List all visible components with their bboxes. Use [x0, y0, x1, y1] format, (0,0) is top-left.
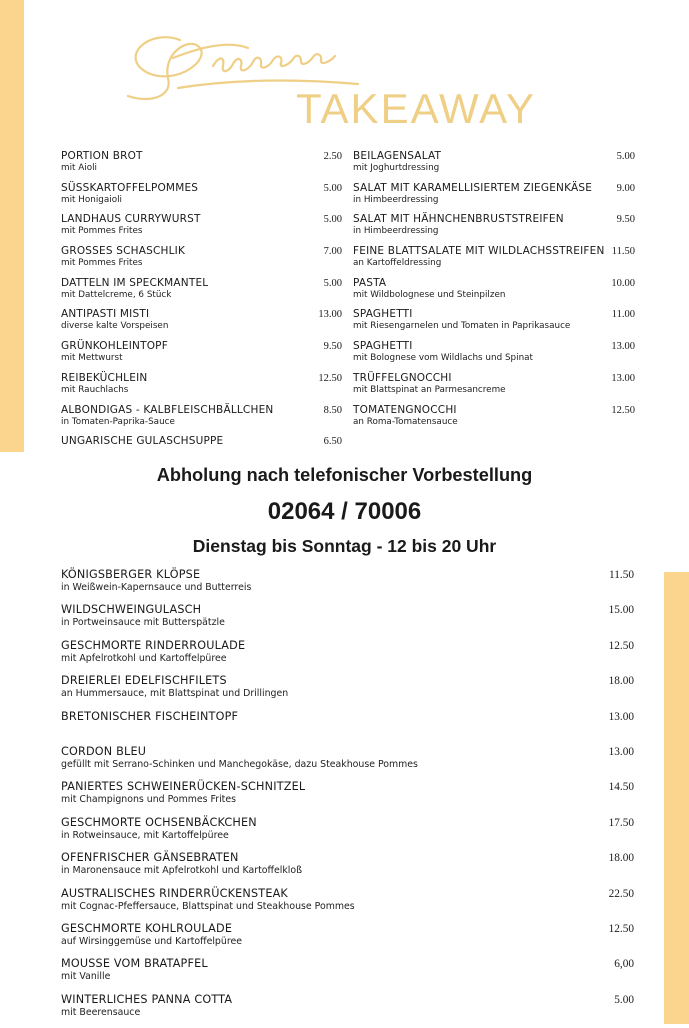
menu-item-price: 5.00 [323, 277, 342, 289]
menu-item [61, 887, 634, 922]
menu-item-description: mit Joghurtdressing [353, 163, 440, 173]
menu-item-name: ANTIPASTI MISTI [61, 308, 150, 321]
menu-item-price: 12.50 [611, 404, 635, 416]
menu-item-price: 12.50 [608, 922, 634, 935]
menu-item-price: 2.50 [323, 151, 342, 162]
menu-item-price: 5.00 [323, 182, 342, 194]
menu-item-name: LANDHAUS CURRYWURST [61, 213, 201, 226]
menu-item-price: 14.50 [608, 781, 634, 794]
menu-item [61, 710, 634, 745]
menu-item-price: 5.00 [323, 214, 342, 226]
menu-item-description: mit Beerensauce [61, 1006, 141, 1018]
menu-item-price: 5.00 [614, 993, 634, 1006]
menu-item-name: TOMATENGNOCCHI [353, 403, 457, 416]
menu-item-name: SALAT MIT KARAMELLISIERTEM ZIEGENKÄSE [353, 181, 593, 194]
menu-item-description: mit Wildbolognese und Steinpilzen [353, 289, 506, 300]
menu-item-price: 9.50 [616, 214, 635, 226]
menu-item-description: mit Apfelrotkohl und Kartoffelpüree [61, 652, 227, 664]
pickup-notice: Abholung nach telefonischer Vorbestellung [156, 465, 533, 485]
logo [118, 18, 568, 132]
menu-item-name: SALAT MIT HÄHNCHENBRUSTSTREIFEN [353, 213, 564, 226]
menu-item-name: BRETONISCHER FISCHEINTOPF [61, 709, 239, 723]
menu-item-name: AUSTRALISCHES RINDERRÜCKENSTEAK [61, 886, 288, 900]
menu-item-price: 9.50 [323, 341, 342, 353]
menu-item-name: TRÜFFELGNOCCHI [353, 371, 452, 384]
accent-stripe-left [0, 0, 24, 452]
menu-item [61, 308, 342, 340]
menu-item-name: UNGARISCHE GULASCHSUPPE [61, 435, 224, 448]
menu-item-description: an Kartoffeldressing [353, 258, 442, 269]
menu-item-description: gefüllt mit Serrano-Schinken und Manchegokäse, dazu Steakhouse Pommes [61, 758, 418, 770]
menu-item-name: MOUSSE VOM BRATAPFEL [61, 957, 208, 971]
menu-item [61, 745, 634, 780]
menu-item-description: in Portweinsauce mit Butterspätzle [61, 617, 225, 629]
menu-item [61, 277, 342, 309]
menu-item-name: GRÜNKOHLEINTOPF [61, 340, 168, 353]
menu-item-price: 22.50 [608, 887, 634, 900]
menu-item-name: WINTERLICHES PANNA COTTA [61, 992, 233, 1006]
menu-item [353, 404, 635, 436]
menu-item-name: FEINE BLATTSALATE MIT WILDLACHSSTREIFEN [353, 245, 605, 258]
menu-item [61, 245, 342, 277]
menu-item-name: KÖNIGSBERGER KLÖPSE [61, 568, 201, 581]
menu-item-name: PORTION BROT [61, 150, 143, 162]
menu-item-description: an Roma-Tomatensauce [353, 416, 458, 427]
menu-item-price: 13.00 [318, 309, 342, 321]
menu-item [61, 603, 634, 638]
phone-number: 02064 / 70006 [267, 498, 422, 525]
menu-item-name: SÜSSKARTOFFELPOMMES [61, 181, 199, 194]
menu-item-name: WILDSCHWEINGULASCH [61, 603, 202, 617]
menu-item-description: in Tomaten-Paprika-Sauce [61, 416, 175, 427]
menu-item-price: 6.50 [323, 436, 342, 448]
opening-hours: Dienstag bis Sonntag - 12 bis 20 Uhr [192, 536, 497, 556]
menu-item-price: 15.00 [608, 604, 634, 617]
menu-item [61, 993, 634, 1028]
menu-item-description: in Himbeerdressing [353, 194, 439, 205]
menu-item-price: 11.00 [611, 309, 635, 321]
menu-item-description: auf Wirsinggemüse und Kartoffelpüree [61, 935, 243, 947]
menu-item-name: SPAGHETTI [353, 340, 413, 353]
menu-item-price: 10.00 [611, 277, 635, 289]
menu-item [61, 182, 342, 214]
menu-item [61, 674, 634, 709]
menu-item-description: mit Riesengarnelen und Tomaten in Paprikasauce [353, 321, 571, 332]
menu-item-price: 11.50 [609, 569, 634, 581]
menu-item-name: SPAGHETTI [353, 308, 413, 321]
menu-item-price: 13.00 [611, 341, 635, 353]
menu-item-name: GESCHMORTE RINDERROULADE [61, 638, 246, 652]
menu-item [61, 150, 342, 182]
menu-item [353, 213, 635, 245]
menu-item-description: mit Dattelcreme, 6 Stück [61, 289, 172, 300]
menu-item-description: mit Mettwurst [61, 353, 123, 364]
menu-item [61, 851, 634, 886]
menu-item-description: in Rotweinsauce, mit Kartoffelpüree [61, 829, 229, 841]
menu-column-right [353, 150, 635, 435]
menu-item-description: mit Vanille [61, 971, 111, 983]
menu-item-description: mit Honigaioli [61, 194, 122, 205]
menu-item [61, 639, 634, 674]
menu-item-name: OFENFRISCHER GÄNSEBRATEN [61, 851, 239, 865]
menu-item-name: ALBONDIGAS - KALBFLEISCHBÄLLCHEN [61, 403, 274, 416]
menu-item-description: mit Pommes Frites [61, 258, 143, 269]
menu-item [353, 245, 635, 277]
menu-item-price: 12.50 [318, 372, 342, 384]
menu-item [61, 340, 342, 372]
menu-item-name: BEILAGENSALAT [353, 150, 442, 162]
menu-item [61, 780, 634, 815]
menu-item [353, 340, 635, 372]
menu-item [353, 308, 635, 340]
menu-item-price: 11.50 [611, 246, 635, 258]
menu-item [61, 213, 342, 245]
menu-item [61, 404, 342, 436]
menu-item-price: 5.00 [616, 151, 635, 162]
menu-item-description: in Weißwein-Kapernsauce und Butterreis [61, 582, 252, 593]
menu-item-price: 13.00 [611, 372, 635, 384]
menu-item-name: PANIERTES SCHWEINERÜCKEN-SCHNITZEL [61, 780, 306, 794]
menu-item-name: REIBEKÜCHLEIN [61, 371, 148, 384]
menu-item-price: 6,00 [614, 958, 634, 971]
menu-item [61, 372, 342, 404]
menu-item-price: 8.50 [323, 404, 342, 416]
menu-item-description: in Himbeerdressing [353, 226, 439, 237]
menu-item [353, 277, 635, 309]
menu-item-name: CORDON BLEU [61, 744, 147, 758]
menu-item-price: 18.00 [608, 852, 634, 865]
menu-main-dishes [61, 568, 634, 1028]
menu-item-price: 17.50 [608, 816, 634, 829]
menu-item-description: mit Aioli [61, 163, 97, 173]
menu-item-name: GESCHMORTE OCHSENBÄCKCHEN [61, 815, 257, 829]
menu-item-name: DREIERLEI EDELFISCHFILETS [61, 674, 227, 688]
menu-item-description: in Maronensauce mit Apfelrotkohl und Kartoffelkloß [61, 865, 303, 877]
menu-column-left [61, 150, 342, 467]
menu-item-description: mit Blattspinat an Parmesancreme [353, 384, 506, 395]
menu-item-price: 13.00 [608, 745, 634, 758]
menu-item-description: an Hummersauce, mit Blattspinat und Drillingen [61, 688, 289, 700]
logo-takeaway-text: TAKEAWAY [296, 85, 537, 132]
menu-item-name: DATTELN IM SPECKMANTEL [61, 276, 209, 289]
pickup-info [0, 462, 689, 558]
menu-item [61, 568, 634, 603]
menu-item-price: 13.00 [608, 710, 634, 723]
menu-item [353, 182, 635, 214]
menu-item-name: GESCHMORTE KOHLROULADE [61, 921, 233, 935]
menu-item-description: mit Bolognese vom Wildlachs und Spinat [353, 353, 533, 364]
menu-item-description: mit Rauchlachs [61, 384, 129, 395]
accent-stripe-right [664, 572, 689, 1024]
menu-item [353, 372, 635, 404]
menu-item-description: mit Pommes Frites [61, 226, 143, 237]
menu-item-description: diverse kalte Vorspeisen [61, 321, 169, 332]
menu-item-description: mit Cognac-Pfeffersauce, Blattspinat und Steakhouse Pommes [61, 900, 355, 912]
menu-item [61, 957, 634, 992]
menu-item-price: 12.50 [608, 639, 634, 652]
menu-item-description: mit Champignons und Pommes Frites [61, 794, 237, 806]
menu-item-price: 18.00 [608, 675, 634, 688]
menu-item-name: PASTA [353, 276, 387, 289]
menu-item [61, 816, 634, 851]
menu-item [353, 150, 635, 182]
menu-item-name: GROSSES SCHASCHLIK [61, 245, 186, 258]
menu-item-price: 9.00 [616, 182, 635, 194]
menu-item-price: 7.00 [323, 246, 342, 258]
menu-item [61, 922, 634, 957]
